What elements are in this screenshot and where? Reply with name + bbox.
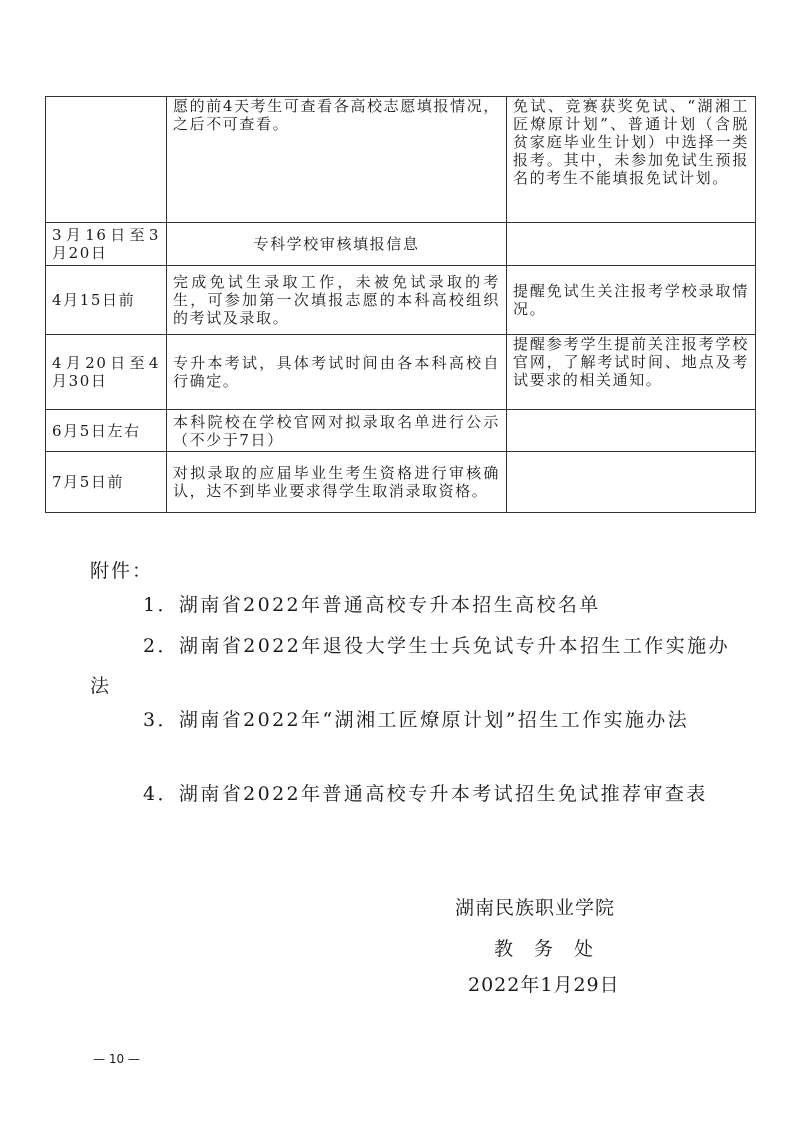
row-event: 完成免试生录取工作，未被免试录取的考生，可参加第一次填报志愿的本科高校组织的考试及录取。 [167,266,507,335]
row-note [507,452,756,513]
attachment-item: 1．湖南省2022年普通高校专升本招生高校名单 [143,594,601,616]
row-note: 提醒免试生关注报考学校录取情况。 [507,266,756,335]
row-date: 4月20日至4月30日 [46,335,167,410]
table-row [46,266,756,335]
row-date: 6月5日左右 [46,410,167,452]
row-event: 对拟录取的应届毕业生考生资格进行审核确认，达不到毕业要求得学生取消录取资格。 [167,452,507,513]
attachments-heading: 附件： [90,560,154,582]
row-date [46,97,167,223]
row-event: 本科院校在学校官网对拟录取名单进行公示（不少于7日） [167,410,507,452]
row-date: 3月16日至3月20日 [46,223,167,266]
row-note: 免试、竞赛获奖免试、“湖湘工匠燎原计划”、普通计划（含脱贫家庭毕业生计划）中选择一类报考。其中，未参加免试生预报名的考生不能填报免试计划。 [507,97,756,223]
attachment-item: 4．湖南省2022年普通高校专升本考试招生免试推荐审查表 [143,783,708,805]
signature-dept: 教 务 处 [494,938,595,960]
signature-date: 2022年1月29日 [468,974,620,996]
table-row [46,97,756,223]
row-date: 7月5日前 [46,452,167,513]
row-note: 提醒参考学生提前关注报考学校官网，了解考试时间、地点及考试要求的相关通知。 [507,335,756,410]
attachment-item: 2．湖南省2022年退役大学生士兵免试专升本招生工作实施办法 [90,635,730,697]
table-row [46,410,756,452]
table-row [46,335,756,410]
page-number: — 10 — [93,1052,140,1066]
row-note [507,410,756,452]
row-event: 专科学校审核填报信息 [167,223,507,266]
row-event: 专升本考试，具体考试时间由各本科高校自行确定。 [167,335,507,410]
row-event: 愿的前4天考生可查看各高校志愿填报情况，之后不可查看。 [167,97,507,223]
row-note [507,223,756,266]
attachment-item: 3．湖南省2022年“湖湘工匠燎原计划”招生工作实施办法 [143,709,690,731]
signature-org: 湖南民族职业学院 [455,897,616,919]
row-date: 4月15日前 [46,266,167,335]
schedule-table [45,96,756,513]
table-row [46,223,756,266]
table-row [46,452,756,513]
